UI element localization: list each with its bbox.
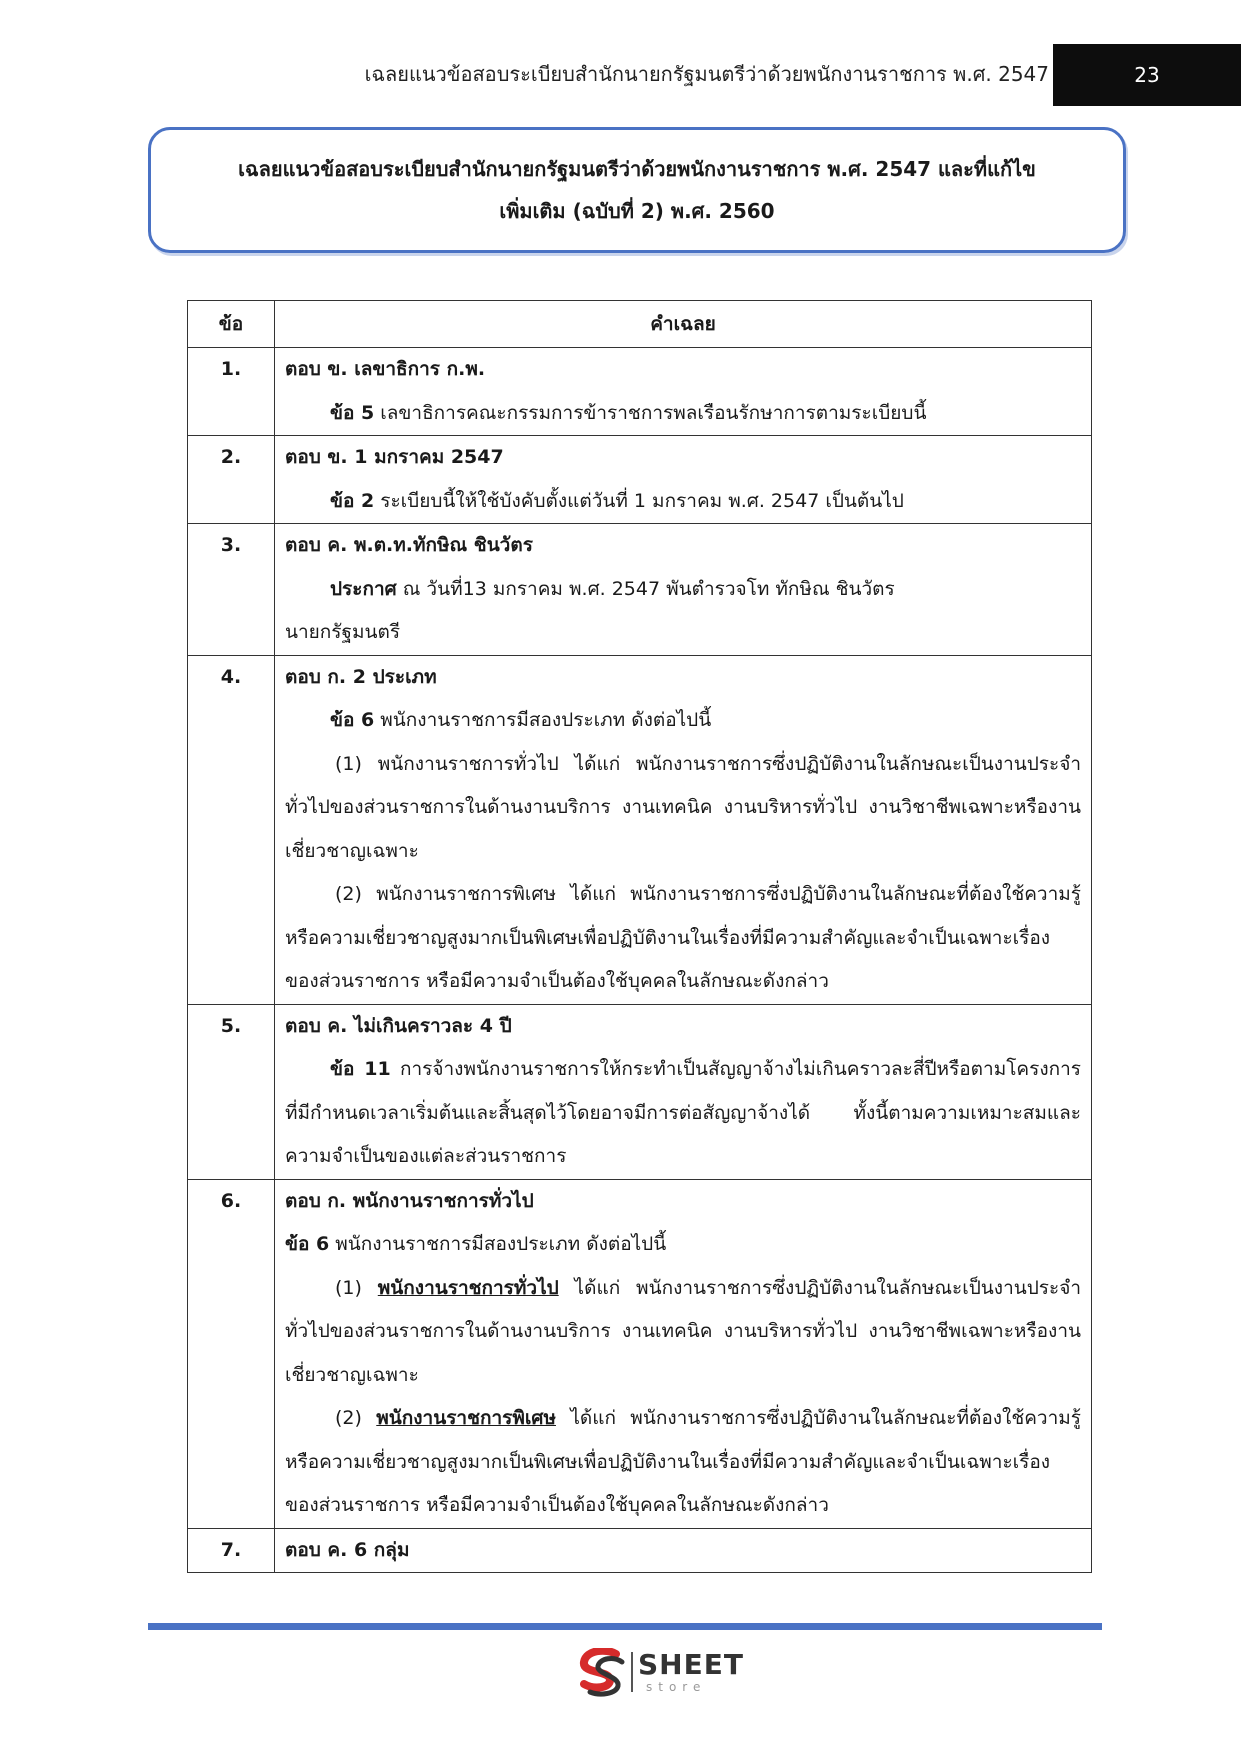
reference-label: ข้อ 5 xyxy=(330,401,375,424)
answer-cell xyxy=(275,655,1092,1004)
table-row xyxy=(188,524,1092,656)
question-number: 3. xyxy=(188,524,275,656)
document-title-line-2: เพิ่มเติม (ฉบับที่ 2) พ.ศ. 2560 xyxy=(499,199,775,223)
reference-text: พนักงานราชการมีสองประเภท ดังต่อไปนี้ xyxy=(329,1233,667,1255)
table-row xyxy=(188,348,1092,436)
table-row xyxy=(188,436,1092,524)
logo-divider xyxy=(631,1652,633,1692)
answer-line: ตอบ ค. พ.ต.ท.ทักษิณ ชินวัตร xyxy=(285,534,533,556)
footer-divider xyxy=(148,1623,1102,1630)
reference-line xyxy=(285,392,1081,436)
clause-paragraph-2 xyxy=(285,873,1081,1004)
reference-text: พนักงานราชการมีสองประเภท ดังต่อไปนี้ xyxy=(374,709,712,731)
reference-text: การจ้างพนักงานราชการให้กระทำเป็นสัญญาจ้างไม่เกินคราวละสี่ปีหรือตามโครงการที่มีกำหนดเวลาเริ่มต้นและสิ้นสุดไว้โดยอาจมีการต่อสัญญาจ้างได้ ทั้งนี้ตามความเหมาะสมและความจำเป็นของแต่ละส่วนราชการ xyxy=(285,1058,1081,1167)
reference-line xyxy=(285,568,1081,612)
reference-label: ข้อ 6 xyxy=(330,709,375,731)
clause-term: พนักงานราชการพิเศษ xyxy=(376,883,556,905)
reference-text: เลขาธิการคณะกรรมการข้าราชการพลเรือนรักษาการตามระเบียบนี้ xyxy=(374,401,927,424)
answer-line: ตอบ ค. ไม่เกินคราวละ 4 ปี xyxy=(285,1014,512,1037)
answer-table xyxy=(187,300,1092,1573)
reference-line xyxy=(285,1048,1081,1179)
logo-wordmark: SHEET xyxy=(638,1648,744,1681)
reference-line xyxy=(285,1223,1081,1267)
clause-number: (2) xyxy=(335,1407,377,1429)
clause-paragraph-2 xyxy=(285,1397,1081,1528)
answer-line: ตอบ ก. 2 ประเภท xyxy=(285,665,437,688)
answer-line: ตอบ ข. 1 มกราคม 2547 xyxy=(285,446,504,468)
answer-cell xyxy=(275,348,1092,436)
column-header-number: ข้อ xyxy=(188,301,275,348)
clause-term-underlined: พนักงานราชการพิเศษ xyxy=(376,1407,556,1429)
document-title-line-1: เฉลยแนวข้อสอบระเบียบสำนักนายกรัฐมนตรีว่าด้วยพนักงานราชการ พ.ศ. 2547 และที่แก้ไข xyxy=(238,157,1036,181)
reference-text: ณ วันที่13 มกราคม พ.ศ. 2547 พันตำรวจโท ทักษิณ ชินวัตร xyxy=(396,577,895,600)
running-header-title: เฉลยแนวข้อสอบระเบียบสำนักนายกรัฐมนตรีว่าด้วยพนักงานราชการ พ.ศ. 2547 xyxy=(364,62,1049,86)
answer-cell xyxy=(275,436,1092,524)
answer-cell xyxy=(275,1179,1092,1528)
document-title-box xyxy=(148,127,1126,253)
question-number: 6. xyxy=(188,1179,275,1528)
clause-text: ได้แก่ พนักงานราชการซึ่งปฏิบัติงานในลักษณะที่ต้องใช้ความรู้หรือความเชี่ยวชาญสูงมากเป็นพิเศษเพื่อปฏิบัติงานในเรื่องที่มีความสำคัญและจำเป็นเฉพาะเรื่องของส่วนราชการ หรือมีความจำเป็นต้องใช้บุคคลในลักษณะดังกล่าว xyxy=(285,1407,1082,1516)
clause-number: (1) xyxy=(335,1276,378,1299)
clause-paragraph-1 xyxy=(285,1267,1081,1398)
reference-continuation: นายกรัฐมนตรี xyxy=(285,621,401,643)
clause-term: พนักงานราชการทั่วไป xyxy=(377,752,559,775)
reference-line xyxy=(285,480,1081,524)
answer-line: ตอบ ก. พนักงานราชการทั่วไป xyxy=(285,1189,534,1212)
table-row xyxy=(188,1179,1092,1528)
answer-cell xyxy=(275,524,1092,656)
reference-label: ข้อ 11 xyxy=(330,1058,391,1080)
table-row xyxy=(188,655,1092,1004)
clause-text: ได้แก่ พนักงานราชการซึ่งปฏิบัติงานในลักษณะที่ต้องใช้ความรู้หรือความเชี่ยวชาญสูงมากเป็นพิเศษเพื่อปฏิบัติงานในเรื่องที่มีความสำคัญและจำเป็นเฉพาะเรื่องของส่วนราชการ หรือมีความจำเป็นต้องใช้บุคคลในลักษณะดังกล่าว xyxy=(285,883,1082,992)
question-number: 1. xyxy=(188,348,275,436)
table-header-row xyxy=(188,301,1092,348)
reference-label: ข้อ 2 xyxy=(330,489,375,512)
answer-cell xyxy=(275,1528,1092,1573)
clause-paragraph-1 xyxy=(285,743,1081,874)
reference-label: ประกาศ xyxy=(330,577,397,600)
clause-number: (2) xyxy=(335,883,377,905)
clause-text: ได้แก่ พนักงานราชการซึ่งปฏิบัติงานในลักษณะเป็นงานประจำทั่วไปของส่วนราชการในด้านงานบริการ งานเทคนิค งานบริหารทั่วไป งานวิชาชีพเฉพาะหรืองานเชี่ยวชาญเฉพาะ xyxy=(285,1276,1082,1386)
column-header-answer: คำเฉลย xyxy=(275,301,1092,348)
answer-line: ตอบ ค. 6 กลุ่ม xyxy=(285,1538,410,1561)
reference-text: ระเบียบนี้ให้ใช้บังคับตั้งแต่วันที่ 1 มกราคม พ.ศ. 2547 เป็นต้นไป xyxy=(374,489,904,512)
clause-number: (1) xyxy=(335,752,378,775)
clause-term-underlined: พนักงานราชการทั่วไป xyxy=(377,1276,559,1299)
reference-label: ข้อ 6 xyxy=(285,1233,330,1255)
question-number: 4. xyxy=(188,655,275,1004)
clause-text: ได้แก่ พนักงานราชการซึ่งปฏิบัติงานในลักษณะเป็นงานประจำทั่วไปของส่วนราชการในด้านงานบริการ งานเทคนิค งานบริหารทั่วไป งานวิชาชีพเฉพาะหรืองานเชี่ยวชาญเฉพาะ xyxy=(285,752,1082,862)
answer-line: ตอบ ข. เลขาธิการ ก.พ. xyxy=(285,358,486,380)
table-row xyxy=(188,1528,1092,1573)
question-number: 7. xyxy=(188,1528,275,1573)
logo-s-mark-icon xyxy=(576,1648,630,1698)
question-number: 5. xyxy=(188,1004,275,1179)
page-number: 23 xyxy=(1053,44,1241,106)
sheet-store-logo xyxy=(576,1648,746,1698)
reference-line xyxy=(285,699,1081,743)
table-row xyxy=(188,1004,1092,1179)
answer-cell xyxy=(275,1004,1092,1179)
logo-subtext: store xyxy=(646,1680,707,1694)
question-number: 2. xyxy=(188,436,275,524)
